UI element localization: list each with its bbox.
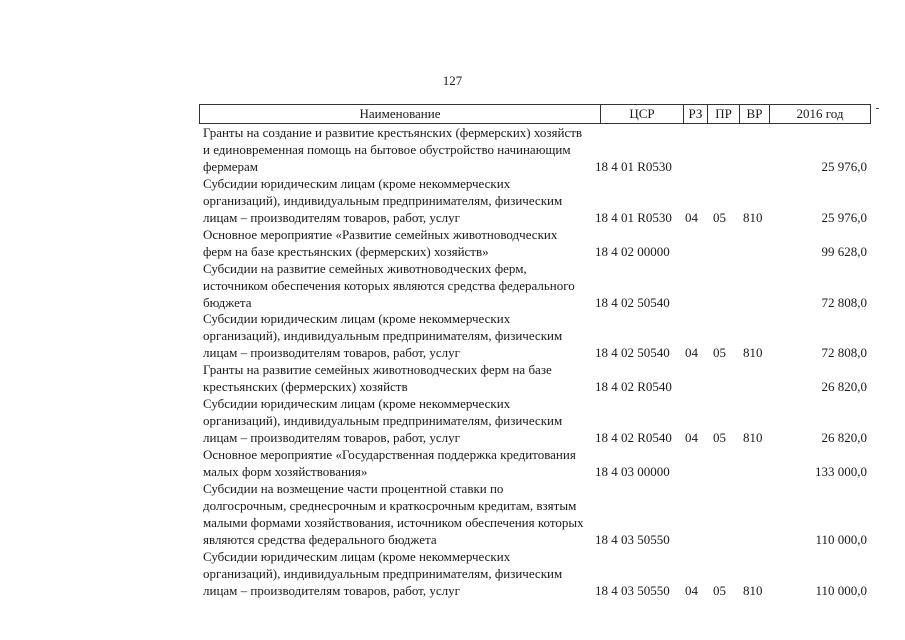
row-csr: 18 4 01 R0530 bbox=[595, 209, 672, 225]
row-name-line: источником обеспечения которых являются средства федерального bbox=[203, 277, 575, 293]
row-name-line: Субсидии юридическим лицам (кроме некоммерческих bbox=[203, 396, 511, 412]
row-csr: 18 4 03 50550 bbox=[595, 531, 670, 547]
row-csr: 18 4 02 00000 bbox=[595, 243, 670, 259]
row-name-line: организаций), индивидуальным предпринимателям, физическим bbox=[203, 565, 563, 581]
row-amount: 72 808,0 bbox=[821, 345, 867, 361]
row-vr: 810 bbox=[743, 430, 763, 446]
row-name bbox=[199, 311, 599, 362]
row-name-line: бюджета bbox=[203, 294, 252, 310]
row-amount: 26 820,0 bbox=[821, 379, 867, 395]
row-name-line: Основное мероприятие «Развитие семейных животноводческих bbox=[203, 226, 558, 242]
row-name bbox=[199, 227, 599, 261]
row-amount: 110 000,0 bbox=[815, 582, 867, 598]
table-row bbox=[199, 396, 871, 447]
row-name-line: лицам – производителям товаров, работ, услуг bbox=[203, 430, 460, 446]
table-row bbox=[199, 447, 871, 481]
row-name-line: лицам – производителям товаров, работ, услуг bbox=[203, 209, 460, 225]
row-rz: 04 bbox=[685, 345, 698, 361]
row-vr: 810 bbox=[743, 582, 763, 598]
row-rz: 04 bbox=[685, 209, 698, 225]
row-name bbox=[199, 396, 599, 447]
row-name-line: малых форм хозяйствования» bbox=[203, 464, 368, 480]
row-amount: 72 808,0 bbox=[821, 294, 867, 310]
row-name-line: лицам – производителям товаров, работ, услуг bbox=[203, 345, 460, 361]
row-csr: 18 4 03 50550 bbox=[595, 582, 670, 598]
table-body bbox=[199, 125, 871, 600]
row-name-line: фермерам bbox=[203, 158, 258, 174]
row-name-line: и единовременная помощь на бытовое обустройство начинающим bbox=[203, 141, 571, 157]
row-name bbox=[199, 176, 599, 227]
row-name bbox=[199, 447, 599, 481]
row-amount: 99 628,0 bbox=[821, 243, 867, 259]
row-vr: 810 bbox=[743, 345, 763, 361]
table-row bbox=[199, 125, 871, 176]
row-amount: 110 000,0 bbox=[815, 531, 867, 547]
row-name bbox=[199, 549, 599, 600]
table-row bbox=[199, 549, 871, 600]
row-name-line: ферм на базе крестьянских (фермерских) хозяйств» bbox=[203, 243, 489, 259]
table-row bbox=[199, 176, 871, 227]
row-name-line: долгосрочным, среднесрочным и краткосрочным кредитам, взятым bbox=[203, 497, 577, 513]
row-name bbox=[199, 481, 599, 549]
margin-mark bbox=[876, 108, 879, 109]
row-csr: 18 4 02 50540 bbox=[595, 345, 670, 361]
row-rz: 04 bbox=[685, 582, 698, 598]
row-name bbox=[199, 362, 599, 396]
row-name bbox=[199, 261, 599, 312]
row-name-line: лицам – производителям товаров, работ, услуг bbox=[203, 582, 460, 598]
row-name-line: Субсидии юридическим лицам (кроме некоммерческих bbox=[203, 548, 511, 564]
row-csr: 18 4 03 00000 bbox=[595, 464, 670, 480]
row-name-line: организаций), индивидуальным предпринимателям, физическим bbox=[203, 413, 563, 429]
row-csr: 18 4 02 R0540 bbox=[595, 379, 672, 395]
table-row bbox=[199, 481, 871, 549]
row-amount: 25 976,0 bbox=[821, 158, 867, 174]
header-name: Наименование bbox=[359, 106, 441, 121]
row-rz: 04 bbox=[685, 430, 698, 446]
row-name-line: Гранты на развитие семейных животноводческих ферм на базе bbox=[203, 362, 552, 378]
header-rz: РЗ bbox=[683, 105, 707, 123]
row-vr: 810 bbox=[743, 209, 763, 225]
row-name-line: Субсидии на возмещение части процентной ставки по bbox=[203, 481, 504, 497]
row-name-line: Субсидии юридическим лицам (кроме некоммерческих bbox=[203, 175, 511, 191]
header-vr: ВР bbox=[739, 105, 769, 123]
row-name-line: Основное мероприятие «Государственная поддержка кредитования bbox=[203, 447, 576, 463]
table-row bbox=[199, 362, 871, 396]
header-csr: ЦСР bbox=[600, 105, 683, 123]
row-name bbox=[199, 125, 599, 176]
table-row bbox=[199, 261, 871, 312]
row-name-line: Субсидии юридическим лицам (кроме некоммерческих bbox=[203, 311, 511, 327]
row-pr: 05 bbox=[713, 582, 726, 598]
row-csr: 18 4 01 R0530 bbox=[595, 158, 672, 174]
row-name-line: организаций), индивидуальным предпринимателям, физическим bbox=[203, 192, 563, 208]
row-name-line: малыми формами хозяйствования, источником обеспечения которых bbox=[203, 514, 584, 530]
row-name-line: крестьянских (фермерских) хозяйств bbox=[203, 379, 408, 395]
row-pr: 05 bbox=[713, 430, 726, 446]
table-row bbox=[199, 311, 871, 362]
row-name-line: Субсидии на развитие семейных животноводческих ферм, bbox=[203, 260, 527, 276]
table-row bbox=[199, 227, 871, 261]
table-header bbox=[199, 104, 871, 124]
row-pr: 05 bbox=[713, 209, 726, 225]
page-number: 127 bbox=[442, 73, 463, 88]
row-amount: 133 000,0 bbox=[815, 464, 867, 480]
row-name-line: Гранты на создание и развитие крестьянских (фермерских) хозяйств bbox=[203, 125, 583, 140]
row-amount: 26 820,0 bbox=[821, 430, 867, 446]
header-pr: ПР bbox=[707, 105, 739, 123]
row-name-line: организаций), индивидуальным предпринимателям, физическим bbox=[203, 328, 563, 344]
row-csr: 18 4 02 R0540 bbox=[595, 430, 672, 446]
header-year: 2016 год bbox=[769, 105, 870, 123]
row-name-line: являются средства федерального бюджета bbox=[203, 531, 437, 547]
row-csr: 18 4 02 50540 bbox=[595, 294, 670, 310]
row-pr: 05 bbox=[713, 345, 726, 361]
row-amount: 25 976,0 bbox=[821, 209, 867, 225]
